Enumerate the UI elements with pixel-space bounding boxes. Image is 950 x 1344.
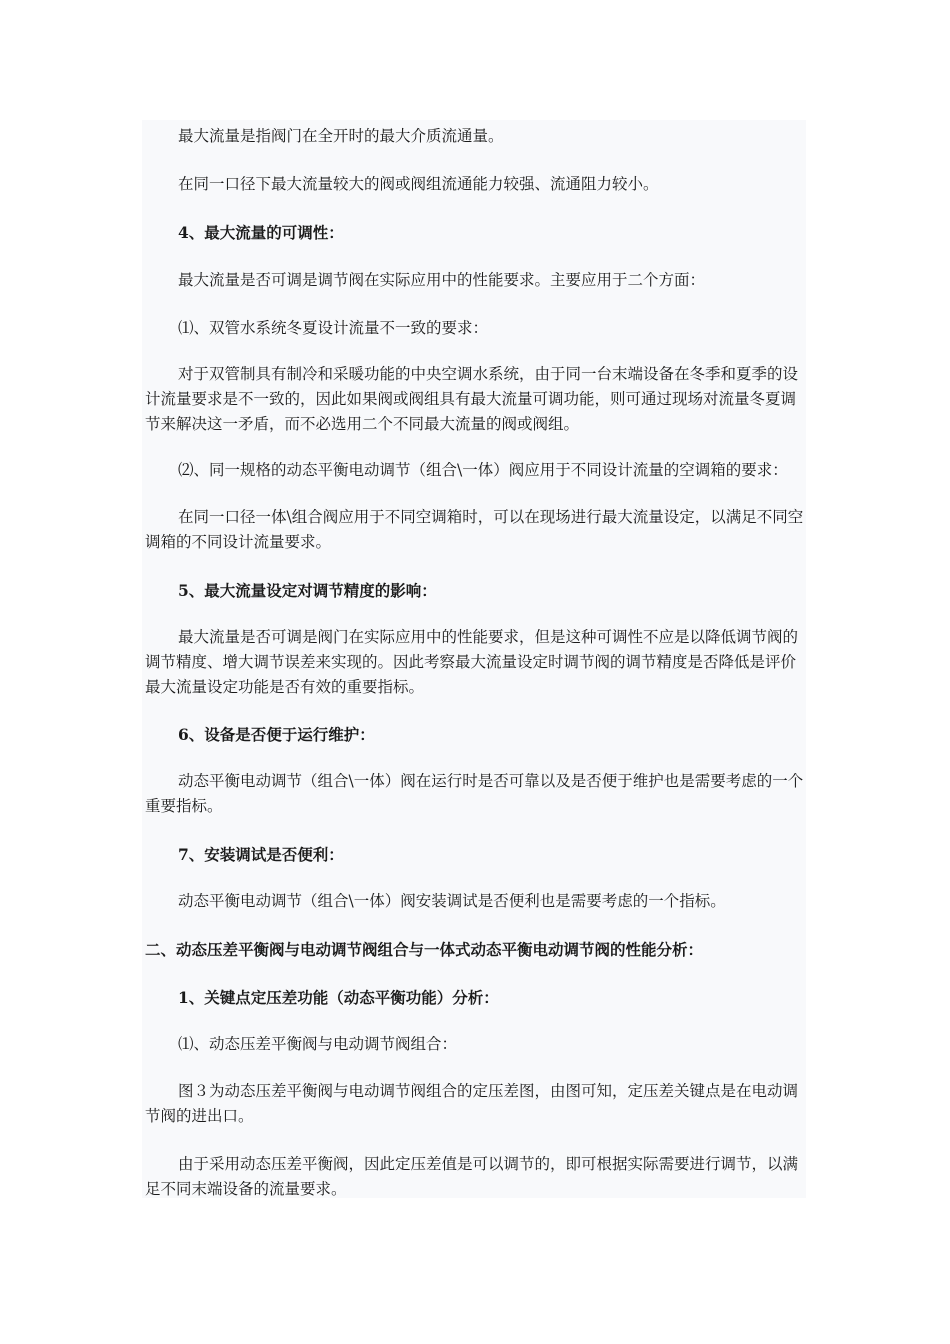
paragraph-precision-impact: 最大流量是否可调是阀门在实际应用中的性能要求，但是这种可调性不应是以降低调节阀的调节精度、增大调节误差来实现的。因此考察最大流量设定时调节阀的调节精度是否降低是评价最大流量设定功能是否有效的重要指标。 [145,628,799,696]
section-heading-2-performance-analysis: 二、动态压差平衡阀与电动调节阀组合与一体式动态平衡电动调节阀的性能分析： [145,940,704,959]
paragraph-dual-pipe-system: 对于双管制具有制冷和采暖功能的中央空调水系统，由于同一台末端设备在冬季和夏季的设计流量要求是不一致的，因此如果阀或阀组具有最大流量可调功能，则可通过现场对流量冬夏调节来解决这一矛盾，而不必选用二个不同最大流量的阀或阀组。 [145,365,799,433]
heading-1-key-point-pressure: 1、关键点定压差功能（动态平衡功能）分析： [178,988,499,1007]
paragraph-maintenance: 动态平衡电动调节（组合\一体）阀在运行时是否可靠以及是否便于维护也是需要考虑的一个重要指标。 [145,772,804,815]
heading-6-maintenance: 6、设备是否便于运行维护： [178,725,375,744]
subheading-same-spec-valve: ⑵、同一规格的动态平衡电动调节（组合\一体）阀应用于不同设计流量的空调箱的要求： [178,461,788,479]
paragraph-figure-3: 图３为动态压差平衡阀与电动调节阀组合的定压差图，由图可知，定压差关键点是在电动调节阀的进出口。 [145,1082,799,1125]
paragraph-adjustability-requirement: 最大流量是否可调是调节阀在实际应用中的性能要求。主要应用于二个方面： [178,271,706,289]
heading-5-precision-impact: 5、最大流量设定对调节精度的影响： [178,581,437,600]
subheading-dual-pipe: ⑴、双管水系统冬夏设计流量不一致的要求： [178,319,489,337]
heading-4-max-flow-adjustability: 4、最大流量的可调性： [178,223,344,242]
paragraph-same-caliber-valve: 在同一口径一体\组合阀应用于不同空调箱时，可以在现场进行最大流量设定，以满足不同空调箱的不同设计流量要求。 [145,508,804,551]
paragraph-installation: 动态平衡电动调节（组合\一体）阀安装调试是否便利也是需要考虑的一个指标。 [178,892,726,910]
paragraph-max-flow-definition: 最大流量是指阀门在全开时的最大介质流通量。 [178,127,504,145]
subheading-combination: ⑴、动态压差平衡阀与电动调节阀组合： [178,1035,458,1053]
paragraph-adjustable-pressure: 由于采用动态压差平衡阀，因此定压差值是可以调节的，即可根据实际需要进行调节，以满足不同末端设备的流量要求。 [145,1155,799,1198]
heading-7-installation: 7、安装调试是否便利： [178,845,344,864]
paragraph-same-caliber: 在同一口径下最大流量较大的阀或阀组流通能力较强、流通阻力较小。 [178,175,659,193]
